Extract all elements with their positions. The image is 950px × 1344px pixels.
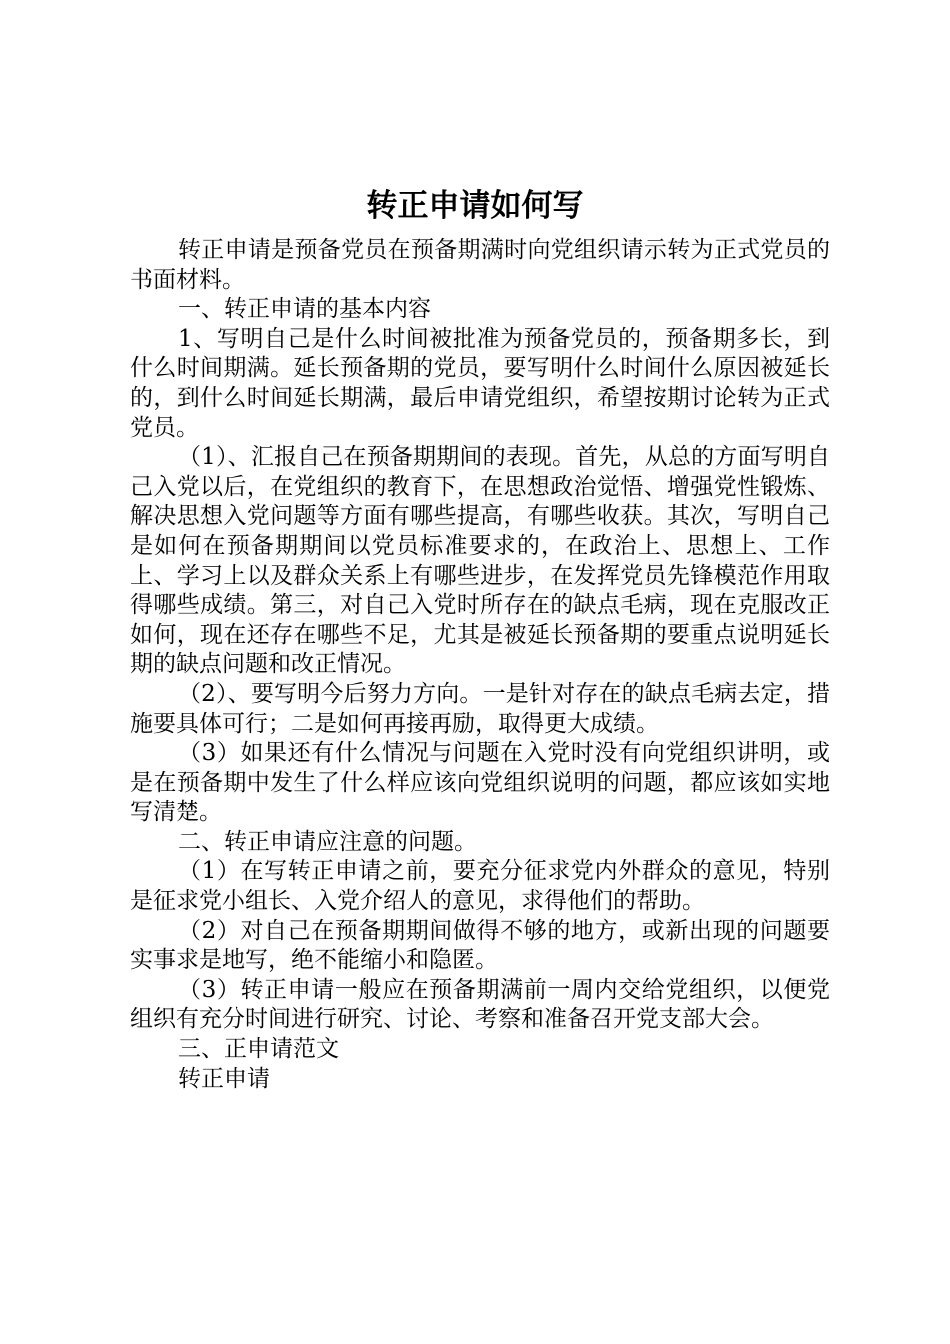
- sample-title: 转正申请: [178, 1065, 270, 1092]
- paragraph-note-2: （2）对自己在预备期期间做得不够的地方，或新出现的问题要实事求是地写，绝不能缩小和隐匿。: [130, 917, 830, 974]
- paragraph-item-1-1: （1）、汇报自己在预备期期间的表现。首先，从总的方面写明自己入党以后，在党组织的教育下，在思想政治觉悟、增强党性锻炼、解决思想入党问题等方面有哪些提高，有哪些收获。其次，写明自己是如何在预备期期间以党员标准要求的，在政治上、思想上、工作上、学习上以及群众关系上有哪些进步，在发挥党员先锋模范作用取得哪些成绩。第三，对自己入党时所存在的缺点毛病，现在克服改正如何，现在还存在哪些不足，尤其是被延长预备期的要重点说明延长期的缺点问题和改正情况。: [130, 444, 830, 678]
- section-heading-notes: 二、转正申请应注意的问题。: [178, 828, 477, 855]
- section-heading-sample: 三、正申请范文: [178, 1036, 339, 1063]
- paragraph-intro: 转正申请是预备党员在预备期满时向党组织请示转为正式党员的书面材料。: [130, 237, 830, 293]
- paragraph-item-1-3: （3）如果还有什么情况与问题在入党时没有向党组织讲明，或是在预备期中发生了什么样应该向党组织说明的问题，都应该如实地写清楚。: [130, 740, 830, 826]
- section-heading-basic-content: 一、转正申请的基本内容: [178, 296, 431, 323]
- document-title: 转正申请如何写: [366, 188, 584, 224]
- document-body: [130, 236, 830, 1094]
- paragraph-item-1-2: （2）、要写明今后努力方向。一是针对存在的缺点毛病去定，措施要具体可行；二是如何再接再励，取得更大成绩。: [130, 680, 830, 737]
- paragraph-item-1: 1、写明自己是什么时间被批准为预备党员的，预备期多长，到什么时间期满。延长预备期的党员，要写明什么时间什么原因被延长的，到什么时间延长期满，最后申请党组织，希望按期讨论转为正式党员。: [130, 325, 830, 441]
- paragraph-note-1: （1）在写转正申请之前，要充分征求党内外群众的意见，特别是征求党小组长、入党介绍人的意见，求得他们的帮助。: [130, 858, 830, 915]
- paragraph-note-3: （3）转正申请一般应在预备期满前一周内交给党组织，以便党组织有充分时间进行研究、讨论、考察和准备召开党支部大会。: [130, 976, 830, 1033]
